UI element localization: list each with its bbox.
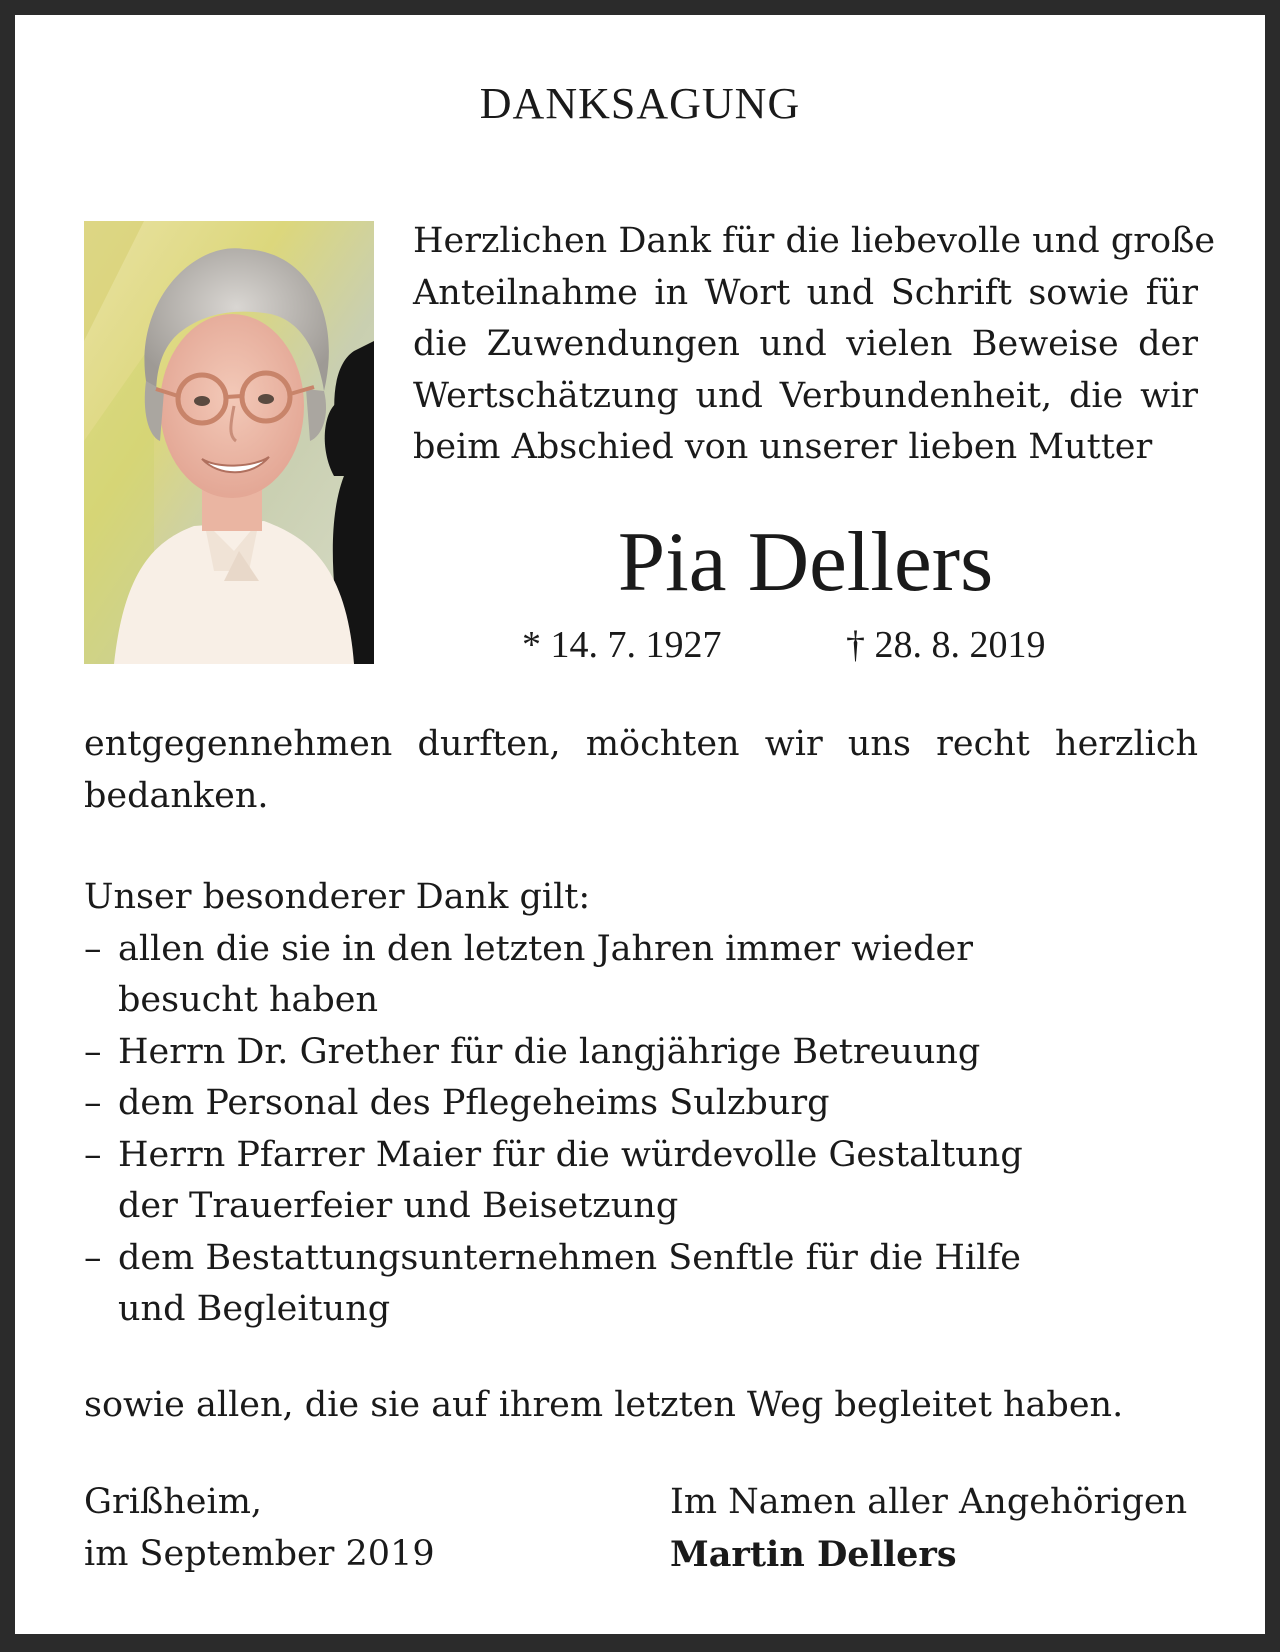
closing-line: sowie allen, die sie auf ihrem letzten Weg begleitet haben. [84, 1385, 1124, 1425]
notice-title: DANKSAGUNG [479, 79, 801, 128]
intro-line: beim Abschied von unserer lieben Mutter [413, 427, 1153, 467]
place-date [84, 1477, 435, 1580]
signature-intro: Im Namen aller Angehörigen [670, 1482, 1188, 1522]
thanks-item-line: Herrn Pfarrer Maier für die würdevolle Gestaltung [118, 1134, 1023, 1175]
intro-line: die Zuwendungen und vielen Beweise der [413, 324, 1198, 364]
thanks-item [84, 1027, 1198, 1079]
death-date: † 28. 8. 2019 [846, 624, 1046, 666]
thanks-item-line: allen die sie in den letzten Jahren immer wieder [118, 928, 973, 969]
thanks-item-line: der Trauerfeier und Beisetzung [118, 1186, 679, 1226]
dash-bullet: – [84, 1083, 102, 1123]
intro-line: Anteilnahme in Wort und Schrift sowie für [413, 272, 1198, 313]
dash-bullet: – [84, 1134, 102, 1175]
dash-bullet: – [84, 1031, 102, 1072]
thanks-item-line: besucht haben [118, 980, 379, 1020]
portrait-photo [84, 221, 374, 664]
place-line: Grißheim, [84, 1482, 263, 1522]
intro-text [413, 216, 1216, 474]
signature-block [670, 1477, 1187, 1580]
date-line: im September 2019 [84, 1533, 435, 1574]
thanks-item-line: Herrn Dr. Grether für die langjährige Betreuung [118, 1031, 981, 1072]
birth-date: * 14. 7. 1927 [522, 624, 722, 666]
thanks-item [84, 1078, 1198, 1130]
thanks-item-line: dem Bestattungsunternehmen Senftle für die Hilfe [118, 1237, 1021, 1278]
intro-line: Wertschätzung und Verbundenheit, die wir [413, 375, 1198, 416]
deceased-name: Pia Dellers [617, 515, 994, 609]
thanks-item [84, 924, 1198, 1027]
thanks-item [84, 1233, 1198, 1336]
thanks-item-line: und Begleitung [118, 1289, 391, 1329]
intro-line: Herzlichen Dank für die liebevolle und große [413, 221, 1216, 261]
dash-bullet: – [84, 928, 102, 969]
signature-name: Martin Dellers [670, 1533, 957, 1575]
thanks-item [84, 1130, 1198, 1233]
body-line: entgegennehmen durften, möchten wir uns recht herzlich [84, 724, 1198, 764]
thanks-section [84, 872, 1198, 1336]
body-text [84, 719, 1198, 822]
body-line: bedanken. [84, 775, 269, 816]
dash-bullet: – [84, 1237, 102, 1278]
thanks-heading: Unser besonderer Dank gilt: [84, 877, 591, 917]
thanks-item-line: dem Personal des Pflegeheims Sulzburg [118, 1083, 830, 1123]
